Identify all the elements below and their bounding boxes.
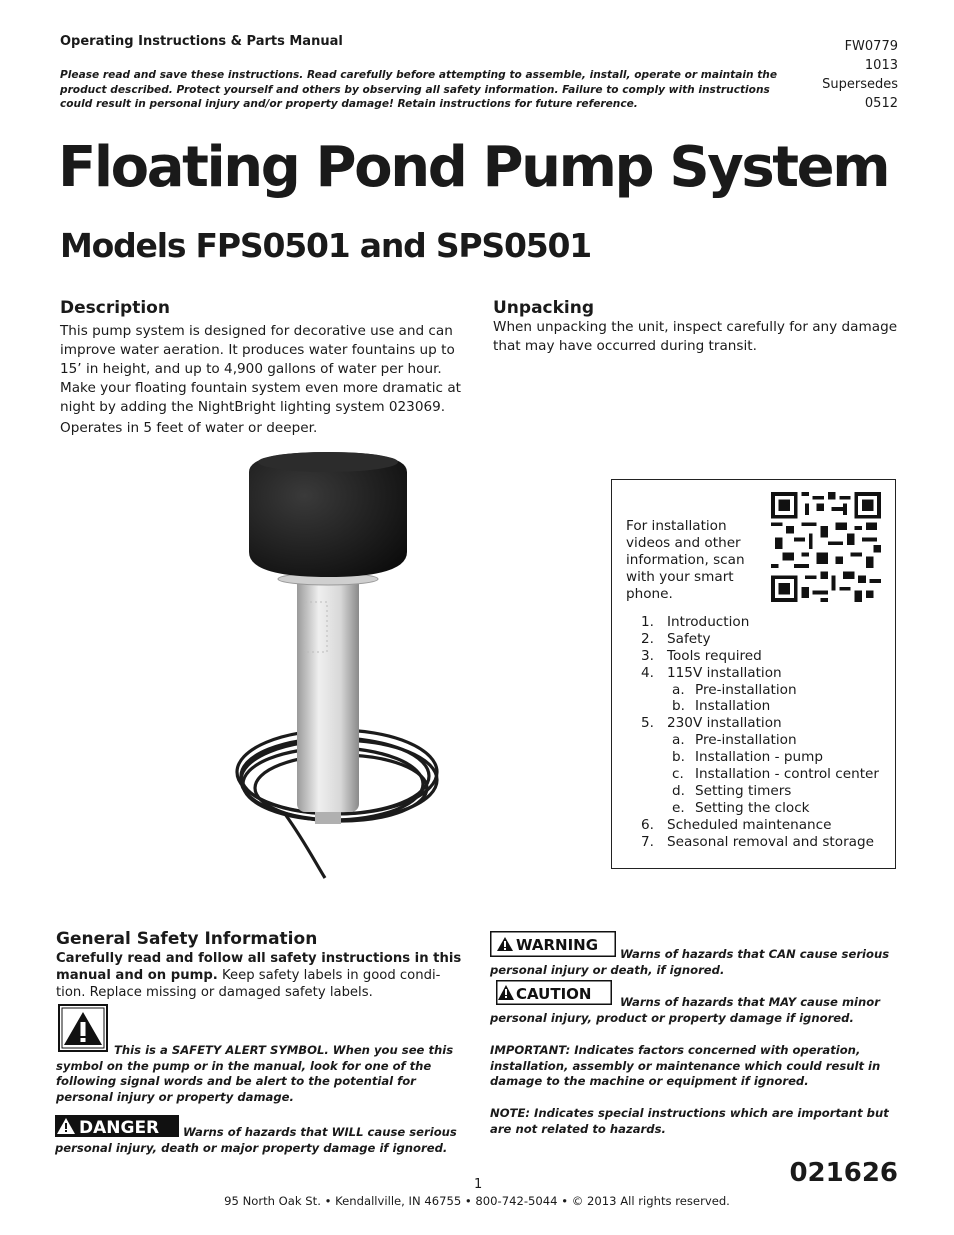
danger-label: DANGER — [79, 1118, 160, 1137]
toc-item-label: Setting timers — [695, 782, 792, 799]
description-text: This pump system is designed for decorative use and can improve water aeration. It produces water fountains up to 15’ in height, and up to 4,900 gallons of water per hour. Make your floating fountain system even more dramatic at night by adding the NightBright lighting system 023069. — [60, 323, 461, 415]
toc-item-number: b. — [672, 749, 685, 766]
toc-item-label: Pre-installation — [695, 681, 797, 698]
unpacking-text: When unpacking the unit, inspect carefully for any damage that may have occurred during transit. — [493, 319, 898, 354]
safety-alert-description: This is a SAFETY ALERT SYMBOL. When you see this symbol on the pump or in the manual, look for one of the following signal words and be alert to the potential for personal injury or property damage. — [56, 1043, 454, 1104]
toc-item-number: d. — [672, 782, 685, 799]
warning-text — [490, 947, 898, 978]
toc-item-number: 2. — [641, 630, 654, 647]
toc-item — [612, 665, 897, 682]
toc-item — [612, 800, 897, 817]
safety-heading: General Safety Information — [56, 929, 318, 949]
toc-item — [612, 766, 897, 783]
toc-item — [612, 614, 897, 631]
toc-item-number: a. — [672, 681, 685, 698]
danger-description: Warns of hazards that WILL cause serious personal injury, death or major property damage if ignored. — [55, 1125, 457, 1155]
toc-item-number: 6. — [641, 816, 654, 833]
safety-intro — [56, 950, 466, 1001]
toc-item — [612, 749, 897, 766]
form-code-line: FW0779 — [844, 39, 898, 54]
caution-description: Warns of hazards that MAY cause minor personal injury, product or property damage if ignored. — [490, 995, 880, 1025]
table-of-contents — [612, 614, 897, 850]
general-note: NOTE: Indicates special instructions which are important but are not related to hazards. — [490, 1106, 889, 1136]
toc-item — [612, 732, 897, 749]
page-subtitle: Models FPS0501 and SPS0501 — [60, 226, 592, 265]
form-code-line: Supersedes — [822, 77, 898, 92]
toc-item-label: Installation - pump — [695, 749, 823, 766]
toc-item-number: 5. — [641, 715, 654, 732]
footer-address: 95 North Oak St. • Kendallville, IN 46755 • 800-742-5044 • © 2013 All rights reserved. — [224, 1194, 730, 1208]
toc-item — [612, 834, 897, 851]
toc-item-label: Seasonal removal and storage — [667, 833, 874, 850]
caution-text — [490, 995, 898, 1026]
safety-intro-normal: Keep safety labels in good condi- tion. Replace missing or damaged safety labels. — [56, 968, 441, 1000]
safety-intro-bold: Carefully read and follow all safety instructions in this manual and on pump. — [56, 951, 462, 983]
toc-item-label: Safety — [667, 630, 711, 647]
description-heading: Description — [60, 298, 170, 318]
toc-item-label: Scheduled maintenance — [667, 816, 832, 833]
warning-description: Warns of hazards that CAN cause serious personal injury or death, if ignored. — [490, 947, 890, 977]
safety-alert-text — [56, 1043, 466, 1105]
toc-item — [612, 682, 897, 699]
toc-item-number: b. — [672, 698, 685, 715]
form-code-line: 1013 — [864, 58, 898, 73]
toc-item-number: 1. — [641, 614, 654, 630]
qr-instructions: For installation videos and other information, scan with your smart phone. — [626, 518, 745, 602]
toc-item — [612, 698, 897, 715]
toc-item-label: Installation - control center — [695, 766, 880, 783]
form-code-line: 0512 — [864, 96, 898, 111]
toc-item — [612, 631, 897, 648]
unpacking-heading: Unpacking — [493, 298, 595, 318]
page-title: Floating Pond Pump System — [58, 135, 889, 200]
toc-item-label: Setting the clock — [695, 799, 810, 816]
danger-text — [55, 1125, 465, 1156]
qr-code-icon[interactable] — [771, 492, 881, 602]
toc-item-number: 7. — [641, 833, 654, 850]
warning-label: WARNING — [516, 936, 599, 954]
toc-item-number: 4. — [641, 664, 654, 681]
qr-info-box — [611, 479, 896, 869]
toc-item — [612, 783, 897, 800]
toc-item-label: Installation — [695, 698, 771, 715]
manual-type: Operating Instructions & Parts Manual — [60, 34, 343, 49]
toc-item — [612, 648, 897, 665]
form-code — [788, 37, 898, 113]
important-note: IMPORTANT: Indicates factors concerned with operation, installation, assembly or maintenance which could result in damage to the machine or equipment if ignored. — [490, 1043, 881, 1088]
toc-item-number: 3. — [641, 647, 654, 664]
toc-item-label: Introduction — [667, 614, 750, 630]
toc-item-label: Tools required — [667, 647, 762, 664]
pump-photo — [225, 442, 440, 882]
toc-item-label: Pre-installation — [695, 732, 797, 749]
toc-item-label: 115V installation — [667, 664, 782, 681]
toc-item-number: a. — [672, 732, 685, 749]
toc-item-label: 230V installation — [667, 715, 782, 732]
toc-item — [612, 715, 897, 732]
toc-item — [612, 817, 897, 834]
intro-warning: Please read and save these instructions. Read carefully before attempting to assemble, install, operate or maintain the product described. Protect yourself and others by observing all safety information. Failure to comply with instructions could result in personal injury and/or property damage! Retain instructions for future reference. — [60, 69, 778, 110]
description-depth: Operates in 5 feet of water or deeper. — [60, 420, 318, 436]
caution-label: CAUTION — [516, 985, 592, 1003]
document-number: 021626 — [789, 1158, 898, 1188]
toc-item-number: e. — [672, 799, 685, 816]
toc-item-number: c. — [672, 766, 684, 783]
page-number: 1 — [474, 1177, 483, 1192]
